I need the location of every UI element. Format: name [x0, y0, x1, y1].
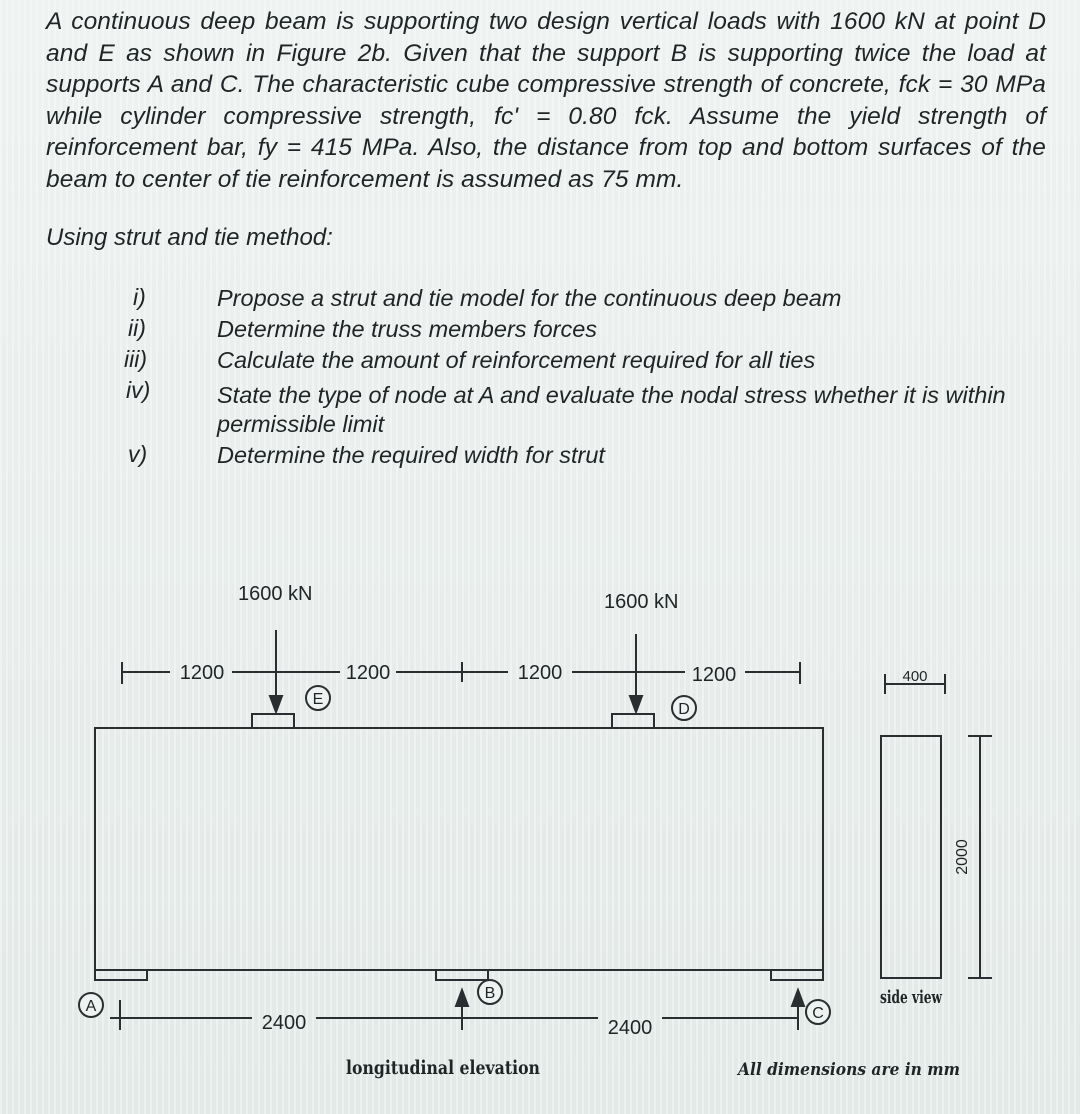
dimension-label: 1200	[691, 664, 737, 686]
node-label: B	[484, 985, 496, 1002]
dimension-label: 1200	[179, 662, 225, 684]
task-text: Determine the required width for strut	[217, 442, 605, 468]
task-number: iii)	[124, 346, 147, 372]
beam-figure	[0, 560, 1080, 1114]
dimension-label: 2400	[607, 1017, 653, 1039]
elevation-caption: longitudinal elevation	[346, 1057, 541, 1079]
beam-outline	[95, 728, 823, 970]
dimension-label: 2400	[261, 1012, 307, 1034]
load-plate-e	[252, 714, 294, 728]
dimension-label: 1200	[517, 662, 563, 684]
units-note: All dimensions are in mm	[736, 1060, 960, 1080]
task-text: Propose a strut and tie model for the continuous deep beam	[217, 285, 842, 311]
task-text: State the type of node at A and evaluate the nodal stress whether it is within permissible limit	[217, 382, 1006, 437]
load-plate-d	[612, 714, 654, 728]
task-number: i)	[133, 284, 146, 310]
task-number: iv)	[126, 377, 151, 403]
load-label-left: 1600 kN	[238, 583, 313, 605]
problem-statement: A continuous deep beam is supporting two design vertical loads with 1600 kN at point D and E as shown in Figure 2b. Given that the support B is supporting twice the load at supports A and C. The characteristic cube compressive strength of concrete, fck = 30 MPa while cylinder compressive strength, fc' = 0.80 fck. Assume the yield strength of reinforcement bar, fy = 415 MPa. Also, the distance from top and bottom surfaces of the beam to center of tie reinforcement is assumed as 75 mm.	[46, 8, 1046, 193]
support-plate-c	[771, 970, 823, 980]
support-plate-a	[95, 970, 147, 980]
load-label-right: 1600 kN	[604, 591, 679, 613]
dimension-label: 1200	[345, 662, 391, 684]
side-view-section	[881, 736, 941, 978]
task-number: v)	[128, 441, 148, 467]
side-view-caption: side view	[880, 987, 943, 1008]
node-label: A	[85, 998, 97, 1015]
side-view-width-label: 400	[902, 668, 928, 685]
task-text: Calculate the amount of reinforcement required for all ties	[217, 347, 816, 373]
node-label: E	[312, 691, 324, 708]
support-plate-b	[436, 970, 488, 980]
task-text: Determine the truss members forces	[217, 316, 598, 342]
side-view-height-label: 2000	[954, 839, 971, 875]
node-label: D	[678, 701, 690, 718]
method-heading: Using strut and tie method:	[46, 224, 333, 251]
node-label: C	[812, 1005, 824, 1022]
task-number: ii)	[128, 315, 146, 341]
